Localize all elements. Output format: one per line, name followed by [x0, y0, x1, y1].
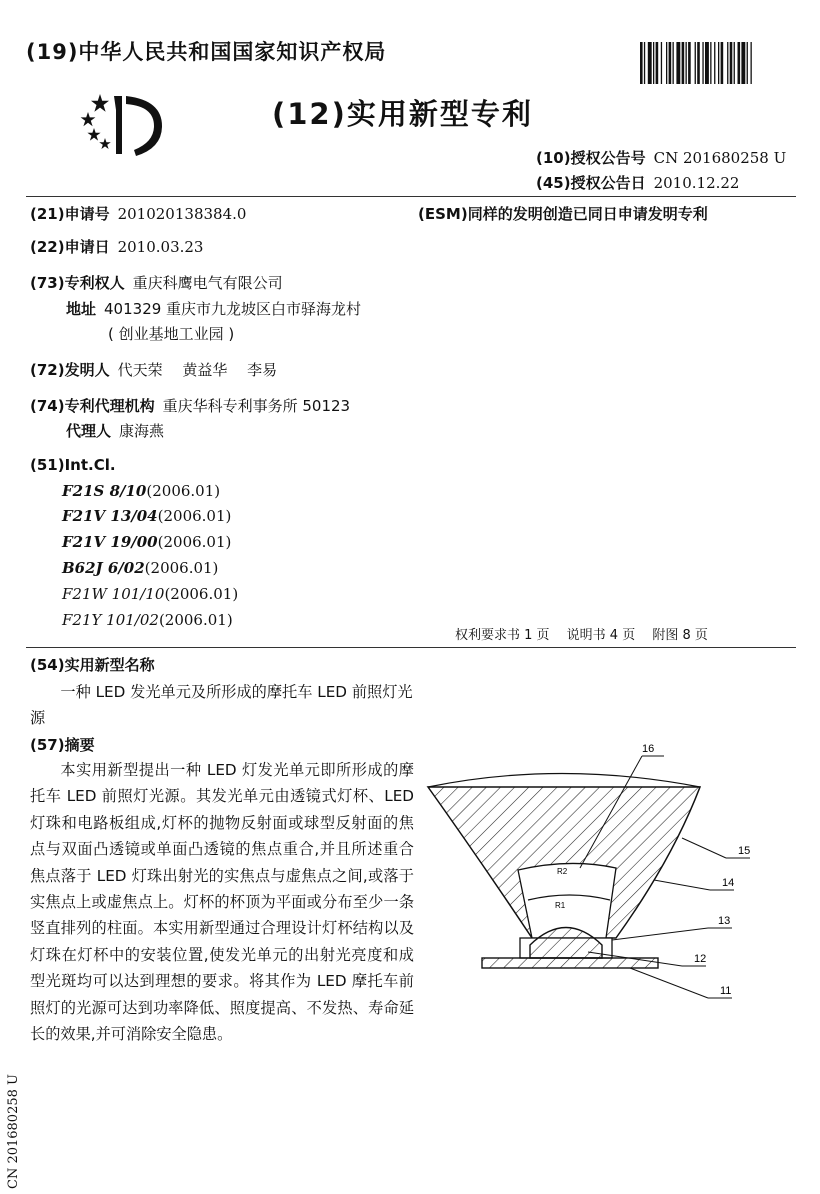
patent-agency [30, 395, 350, 416]
classification-code: F21V 13/04 [62, 507, 158, 525]
application-number-value: 201020138384.0 [117, 205, 247, 223]
publication-date-label: (45)授权公告日 [536, 174, 646, 192]
application-number [30, 203, 246, 224]
barcode [640, 42, 790, 84]
label-13: 13 [718, 915, 731, 927]
address-line-2: ( 创业基地工业园 ) [108, 325, 235, 343]
application-number-label: (21)申请号 [30, 205, 110, 223]
barcode-bar [648, 42, 652, 84]
utility-title-label: (54)实用新型名称 [30, 656, 155, 674]
barcode-bar [644, 42, 645, 84]
classification-year: (2006.01) [158, 611, 233, 629]
address-label: 地址 [66, 300, 97, 318]
utility-title-text: 一种 LED 发光单元及所形成的摩托车 LED 前照灯光源 [30, 683, 413, 728]
document-type: (12)实用新型专利 [272, 97, 533, 131]
abstract-heading [30, 734, 95, 755]
header-rule [26, 196, 796, 197]
barcode-bar [653, 42, 654, 84]
inventors-value: 代天荣 黄益华 李易 [117, 361, 278, 379]
utility-title [30, 679, 414, 732]
barcode-bar [688, 42, 691, 84]
barcode-bar [669, 42, 672, 84]
barcode-bar [705, 42, 709, 84]
cup-top-edge [428, 774, 700, 788]
agent-label: 代理人 [66, 422, 112, 440]
classification-row [62, 507, 231, 525]
classification-row [62, 559, 218, 577]
side-publication-code-text: CN 201680258 U [6, 1074, 21, 1189]
publication-number-label: (10)授权公告号 [536, 149, 646, 167]
pages-info: 权利要求书 1 页 说明书 4 页 附图 8 页 [455, 628, 708, 643]
publication-number-value: CN 201680258 U [653, 149, 787, 167]
label-14: 14 [722, 877, 735, 889]
classification-code: F21S 8/10 [62, 482, 147, 500]
int-cl-label-text: (51)Int.Cl. [30, 456, 116, 474]
agent [66, 420, 164, 441]
office-name: (19)中华人民共和国国家知识产权局 [26, 40, 387, 64]
patent-agency-value: 重庆华科专利事务所 50123 [162, 397, 351, 415]
barcode-bar [738, 42, 741, 84]
label-15: 15 [738, 845, 751, 857]
classification-year: (2006.01) [157, 533, 232, 551]
barcode-bar [697, 42, 700, 84]
patentee-value: 重庆科鹰电气有限公司 [132, 274, 283, 292]
barcode-bar [721, 42, 724, 84]
barcode-bar [676, 42, 680, 84]
inventors-label: (72)发明人 [30, 361, 110, 379]
barcode-bar [695, 42, 696, 84]
barcode-bar [682, 42, 685, 84]
circuit-board [482, 958, 658, 968]
barcode-bar [741, 42, 745, 84]
classification-code: B62J 6/02 [62, 559, 145, 577]
int-cl-label [30, 456, 116, 474]
barcode-bar [673, 42, 674, 84]
esm-note: (ESM)同样的发明创造已同日申请发明专利 [418, 205, 708, 223]
sipo-emblem-icon [78, 92, 168, 158]
publication-date-value: 2010.12.22 [653, 174, 740, 192]
barcode-bar [640, 42, 643, 84]
barcode-bar [686, 42, 687, 84]
barcode-bar [727, 42, 728, 84]
patent-agency-label: (74)专利代理机构 [30, 397, 155, 415]
abstract-label: (57)摘要 [30, 736, 95, 754]
inventors [30, 359, 277, 380]
classification-code: F21Y 101/02 [62, 611, 159, 629]
section-rule [26, 647, 796, 648]
publication-date [536, 172, 739, 193]
utility-title-heading [30, 654, 155, 675]
barcode-bar [710, 42, 711, 84]
barcode-bar [702, 42, 703, 84]
lamp-figure [420, 740, 800, 1020]
barcode-bar [718, 42, 719, 84]
publication-number [536, 147, 786, 168]
label-16: 16 [642, 743, 655, 755]
classification-row [62, 585, 238, 603]
address-value: 401329 重庆市九龙坡区白市驿海龙村 [104, 300, 362, 318]
abstract-text: 本实用新型提出一种 LED 灯发光单元即所形成的摩托车 LED 前照灯光源。其发光单元由透镜式灯杯、LED 灯珠和电路板组成,灯杯的抛物反射面或球型反射面的焦点与双面凸透镜或单面凸透镜的焦点重合,并且所述重合焦点落于 LED 灯珠出射光的实焦点与虚焦点之间,或落于实焦点上或虚焦点上。灯杯的杯顶为平面或分布至少一条竖直排列的柱面。本实用新型通过合理设计灯杯结构以及灯珠在灯杯中的安装位置,使发光单元的出射光亮度和成型光斑均可以达到理想的要求。将其作为 LED 摩托车前照灯的光源可达到功率降低、照度提高、不发热、寿命延长的效果,并可消除安全隐患。 [30, 761, 414, 1044]
abstract [30, 757, 414, 1047]
label-r2: R2 [557, 867, 568, 876]
patentee-label: (73)专利权人 [30, 274, 125, 292]
application-date [30, 236, 203, 257]
label-12: 12 [694, 953, 707, 965]
classification-year: (2006.01) [144, 559, 219, 577]
side-publication-code [6, 1065, 20, 1189]
barcode-bar [666, 42, 667, 84]
classification-code: F21V 19/00 [62, 533, 158, 551]
application-date-value: 2010.03.23 [117, 238, 204, 256]
barcode-bar [751, 42, 752, 84]
barcode-bar [734, 42, 735, 84]
patentee [30, 272, 283, 293]
agent-value: 康海燕 [119, 422, 165, 440]
barcode-bar [714, 42, 715, 84]
classification-row [62, 482, 220, 500]
classification-year: (2006.01) [157, 507, 232, 525]
barcode-bar [656, 42, 659, 84]
classification-year: (2006.01) [146, 482, 221, 500]
application-date-label: (22)申请日 [30, 238, 110, 256]
barcode-bar [747, 42, 748, 84]
barcode-bar [661, 42, 662, 84]
label-r1: R1 [555, 901, 566, 910]
address [66, 298, 361, 319]
classification-row [62, 611, 233, 629]
classification-year: (2006.01) [164, 585, 239, 603]
label-11: 11 [720, 985, 732, 997]
barcode-bar [730, 42, 733, 84]
classification-code: F21W 101/10 [62, 585, 165, 603]
classification-row [62, 533, 231, 551]
